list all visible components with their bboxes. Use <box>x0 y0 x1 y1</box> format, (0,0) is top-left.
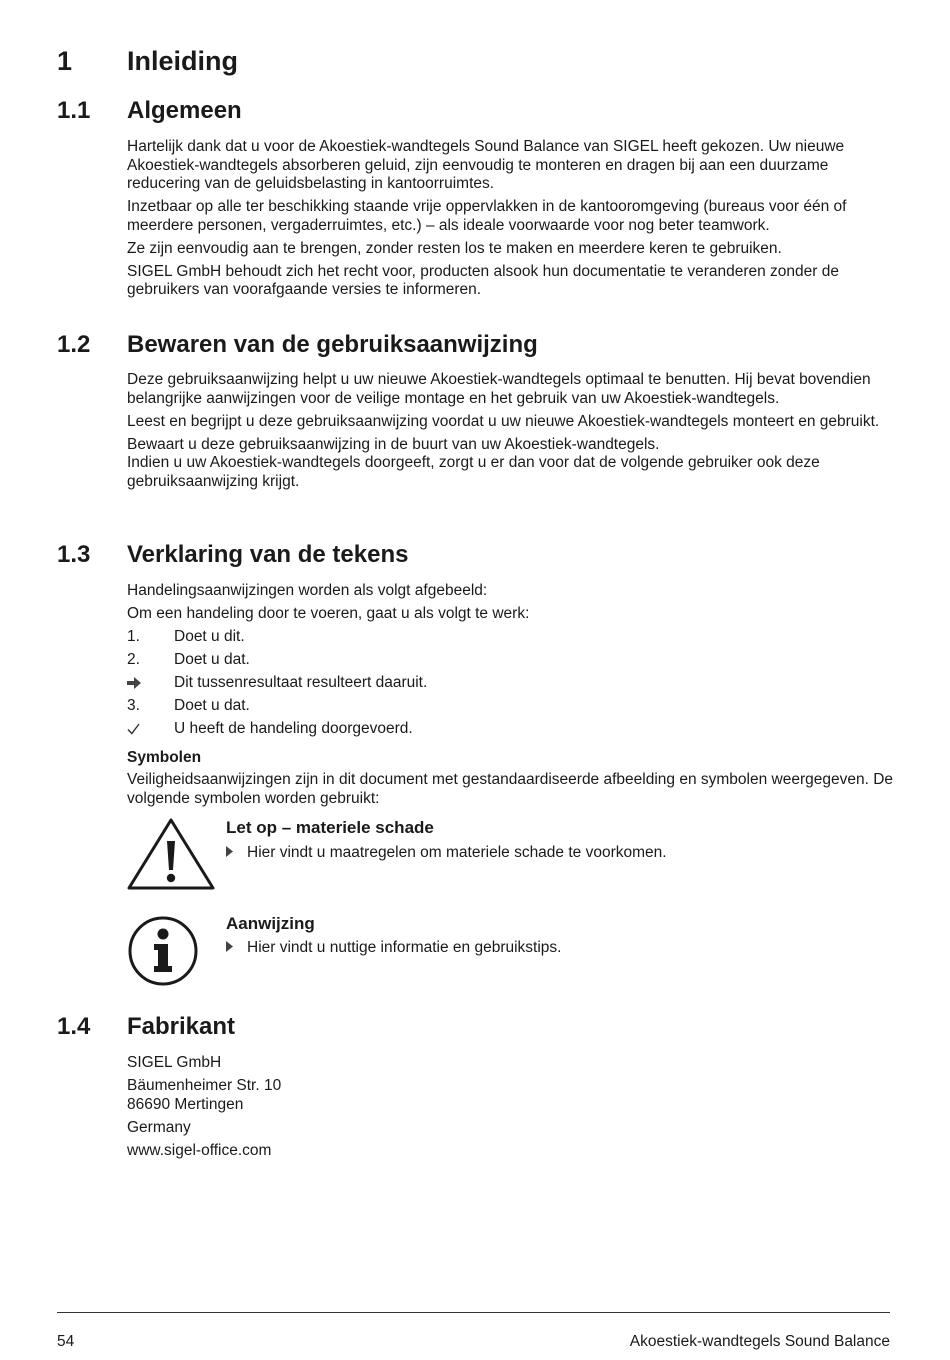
symbolen-intro <box>127 771 897 813</box>
paragraph: Handelingsaanwijzingen worden als volgt afgebeeld: <box>127 582 488 599</box>
list-item <box>127 694 887 717</box>
step-number: 2. <box>127 651 140 668</box>
paragraph: Hartelijk dank dat u voor de Akoestiek-wandtegels Sound Balance van SIGEL heeft gekozen. Uw nieuwe Akoestiek-wandtegels absorberen geluid, zijn eenvoudig te monteren en dragen bij aan een duurzame reducering van de geluidsbelasting in kantoorruimtes. <box>127 138 845 192</box>
triangle-bullet-icon <box>226 938 247 957</box>
page-number: 54 <box>57 1333 75 1350</box>
section-title: Verklaring van de tekens <box>127 541 409 568</box>
street: Bäumenheimer Str. 10 <box>127 1077 282 1094</box>
paragraph: Indien u uw Akoestiek-wandtegels doorgeeft, zorgt u er dan voor dat de volgende gebruiker ook deze gebruiksaanwijzing krijgt. <box>127 454 820 490</box>
warning-triangle-icon <box>127 817 215 896</box>
paragraph: Deze gebruiksaanwijzing helpt u uw nieuwe Akoestiek-wandtegels optimaal te benutten. Hij bevat bovendien belangrijke aanwijzingen voor de veilige montage en het gebruik van uw Akoestiek-wandtegels. <box>127 371 871 407</box>
arrow-right-icon <box>127 671 174 694</box>
step-text: Doet u dit. <box>174 628 245 645</box>
country: Germany <box>127 1119 191 1136</box>
footer-product-name: Akoestiek-wandtegels Sound Balance <box>629 1333 890 1350</box>
section-title: Algemeen <box>127 97 242 124</box>
paragraph: Om een handeling door te voeren, gaat u als volgt te werk: <box>127 605 530 622</box>
info-text: Hier vindt u nuttige informatie en gebruikstips. <box>247 939 562 956</box>
step-text: Dit tussenresultaat resulteert daaruit. <box>174 674 428 691</box>
step-number: 1. <box>127 628 140 645</box>
section-title: Fabrikant <box>127 1013 236 1040</box>
warning-text-row <box>226 843 667 862</box>
paragraph: Veiligheidsaanwijzingen zijn in dit document met gestandaardiseerde afbeelding en symbolen weergegeven. De volgende symbolen worden gebruikt: <box>127 771 894 807</box>
info-text-row <box>226 938 561 957</box>
company-name: SIGEL GmbH <box>127 1054 222 1071</box>
step-text: Doet u dat. <box>174 697 250 714</box>
info-title: Aanwijzing <box>226 914 315 933</box>
section-heading-algemeen <box>57 96 242 126</box>
section-number: 1.1 <box>57 97 91 124</box>
triangle-bullet-icon <box>226 843 247 862</box>
section-number: 1.3 <box>57 541 91 568</box>
section-heading-fabrikant <box>57 1012 235 1042</box>
warning-text: Hier vindt u maatregelen om materiele schade te voorkomen. <box>247 844 667 861</box>
warning-title: Let op – materiele schade <box>226 818 434 837</box>
steps-list <box>127 625 887 740</box>
section-title: Bewaren van de gebruiksaanwijzing <box>127 331 538 358</box>
step-text: U heeft de handeling doorgevoerd. <box>174 720 413 737</box>
checkmark-icon <box>127 717 174 740</box>
section-body-bewaren <box>127 371 897 496</box>
section-heading-tekens <box>57 540 408 570</box>
paragraph: Bewaart u deze gebruiksaanwijzing in de buurt van uw Akoestiek-wandtegels. <box>127 435 660 453</box>
step-number: 3. <box>127 697 140 714</box>
paragraph: Leest en begrijpt u deze gebruiksaanwijzing voordat u uw nieuwe Akoestiek-wandtegels monteert en gebruikt. <box>127 412 880 430</box>
section-body-algemeen <box>127 138 897 304</box>
section-number: 1.2 <box>57 331 91 358</box>
chapter-heading <box>57 44 238 78</box>
tekens-intro <box>127 582 897 628</box>
manufacturer-address <box>127 1053 281 1164</box>
paragraph: SIGEL GmbH behoudt zich het recht voor, producten alsook hun documentatie te veranderen zonder de gebruikers van voorafgaande versies te informeren. <box>127 262 840 298</box>
footer-divider <box>57 1312 890 1313</box>
section-heading-bewaren <box>57 330 538 360</box>
paragraph: Inzetbaar op alle ter beschikking staande vrije oppervlakken in de kantooromgeving (bureaus voor één of meerdere personen, vergaderruimtes, etc.) – als ideale voorwaarde voor nog beter teamwork. <box>127 198 847 234</box>
paragraph: Ze zijn eenvoudig aan te brengen, zonder resten los te maken en meerdere keren te gebruiken. <box>127 239 782 257</box>
list-item <box>127 625 887 648</box>
chapter-title: Inleiding <box>127 46 238 76</box>
symbolen-heading: Symbolen <box>127 749 202 766</box>
section-number: 1.4 <box>57 1013 91 1040</box>
city: 86690 Mertingen <box>127 1096 244 1113</box>
info-circle-icon <box>127 915 199 992</box>
website: www.sigel-office.com <box>127 1142 272 1159</box>
step-text: Doet u dat. <box>174 651 250 668</box>
chapter-number: 1 <box>57 46 73 76</box>
list-item <box>127 717 887 740</box>
list-item <box>127 671 887 694</box>
list-item <box>127 648 887 671</box>
